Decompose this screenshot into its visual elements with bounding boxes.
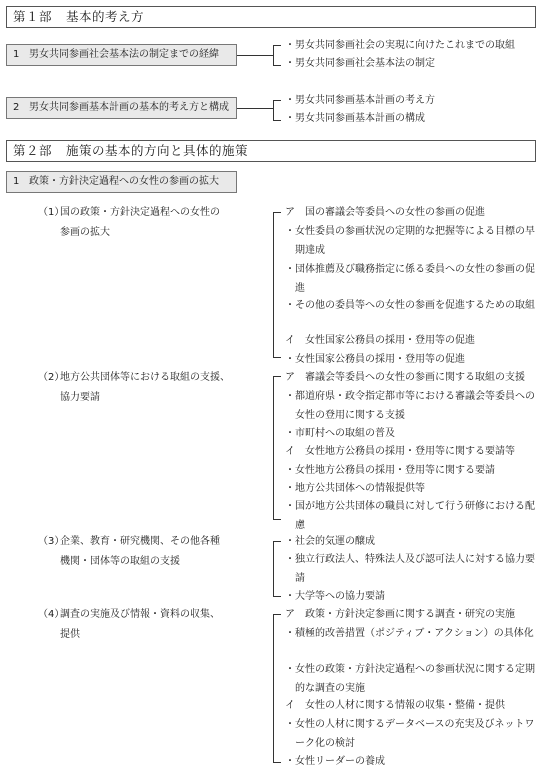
list-item: ・男女共同参画社会基本法の制定 (285, 58, 435, 69)
part2-header (6, 140, 536, 162)
part2-label: 第２部 (13, 143, 53, 158)
part1-section-1 (6, 44, 237, 66)
list-item: ・大学等への協力要請 (285, 591, 385, 602)
subsection-label-line2: 協力要請 (60, 392, 100, 403)
section-number: 1 (13, 49, 20, 60)
bracket-tick (273, 212, 281, 213)
list-item: ・女性国家公務員の採用・登用等の促進 (285, 354, 465, 365)
subsection-label-line2: 機関・団体等の取組の支援 (60, 556, 180, 567)
section-label: 男女共同参画社会基本法の制定までの経緯 (29, 49, 219, 60)
section-number: 1 (13, 176, 20, 187)
bracket-line (273, 376, 274, 519)
list-item: ・その他の委員等への女性の参画を促進するための取組 (285, 300, 535, 311)
subsection-3 (38, 532, 270, 572)
subsection-label-line1: 国の政策・方針決定過程への女性の (60, 207, 220, 218)
list-item: ・団体推薦及び職務指定に係る委員への女性の参画の促進 (285, 264, 535, 294)
section-number: 2 (13, 102, 20, 113)
subsection-2 (38, 368, 270, 408)
list-heading: イ 女性地方公務員の採用・登用等に関する要請等 (285, 446, 515, 457)
part1-label: 第１部 (13, 9, 53, 24)
list-item: ・国が地方公共団体の職員に対して行う研修における配慮 (285, 501, 535, 531)
subsection-number: （3） (38, 536, 65, 547)
subsection-number: （1） (38, 207, 65, 218)
list-item: ・独立行政法人、特殊法人及び認可法人に対する協力要請 (285, 554, 535, 584)
bracket-tick (273, 45, 281, 46)
list-item: ・女性委員の参画状況の定期的な把握等による目標の早期達成 (285, 226, 535, 256)
bracket-line (273, 614, 274, 762)
section-label: 政策・方針決定過程への女性の参画の拡大 (29, 176, 219, 187)
bracket-tick (273, 357, 281, 358)
bracket-line (273, 100, 274, 120)
subsection-label-line2: 提供 (60, 629, 80, 640)
section-label: 男女共同参画基本計画の基本的考え方と構成 (29, 102, 229, 113)
subsection-4 (38, 605, 270, 645)
subsection-1 (38, 203, 270, 243)
list-item: ・女性リーダーの養成 (285, 756, 385, 767)
list-heading: ア 政策・方針決定参画に関する調査・研究の実施 (285, 609, 515, 620)
bracket-line (273, 212, 274, 357)
list-item: ・男女共同参画基本計画の考え方 (285, 95, 435, 106)
subsection-label-line1: 地方公共団体等における取組の支援、 (60, 372, 230, 383)
bracket-tick (273, 762, 281, 763)
list-item: ・都道府県・政令指定都市等における審議会等委員への女性の登用に関する支援 (285, 391, 535, 421)
list-item: ・地方公共団体への情報提供等 (285, 483, 425, 494)
list-heading: イ 女性国家公務員の採用・登用等の促進 (285, 335, 475, 346)
list-heading: ア 審議会等委員への女性の参画に関する取組の支援 (285, 372, 525, 383)
list-item: ・市町村への取組の普及 (285, 428, 395, 439)
list-item: ・女性の人材に関するデータベースの充実及びネットワーク化の検討 (285, 719, 535, 749)
part1-section-2 (6, 97, 237, 119)
part1-title: 基本的考え方 (66, 9, 145, 24)
subsection-number: （4） (38, 609, 65, 620)
bracket-line (273, 541, 274, 596)
list-item: ・女性地方公務員の採用・登用等に関する要請 (285, 465, 495, 476)
list-item: ・男女共同参画基本計画の構成 (285, 113, 425, 124)
bracket-tick (273, 596, 281, 597)
list-item: ・積極的改善措置（ポジティブ・アクション）の具体化 (285, 628, 534, 639)
connector-line (237, 55, 273, 56)
bracket-tick (273, 65, 281, 66)
bracket-tick (273, 376, 281, 377)
bracket-tick (273, 519, 281, 520)
list-item: ・社会的気運の醸成 (285, 536, 375, 547)
subsection-label-line2: 参画の拡大 (60, 227, 110, 238)
list-item: ・女性の政策・方針決定過程への参画状況に関する定期的な調査の実施 (285, 664, 535, 694)
list-heading: ア 国の審議会等委員への女性の参画の促進 (285, 207, 485, 218)
subsection-number: （2） (38, 372, 65, 383)
list-heading: イ 女性の人材に関する情報の収集・整備・提供 (285, 700, 505, 711)
bracket-tick (273, 614, 281, 615)
part1-header (6, 6, 536, 28)
bracket-tick (273, 120, 281, 121)
bracket-line (273, 45, 274, 65)
bracket-tick (273, 541, 281, 542)
subsection-label-line1: 調査の実施及び情報・資料の収集、 (60, 609, 220, 620)
part2-section-1 (6, 171, 237, 193)
part2-title: 施策の基本的方向と具体的施策 (66, 143, 249, 158)
subsection-label-line1: 企業、教育・研究機関、その他各種 (60, 536, 220, 547)
list-item: ・男女共同参画社会の実現に向けたこれまでの取組 (285, 40, 515, 51)
connector-line (237, 108, 273, 109)
bracket-tick (273, 100, 281, 101)
